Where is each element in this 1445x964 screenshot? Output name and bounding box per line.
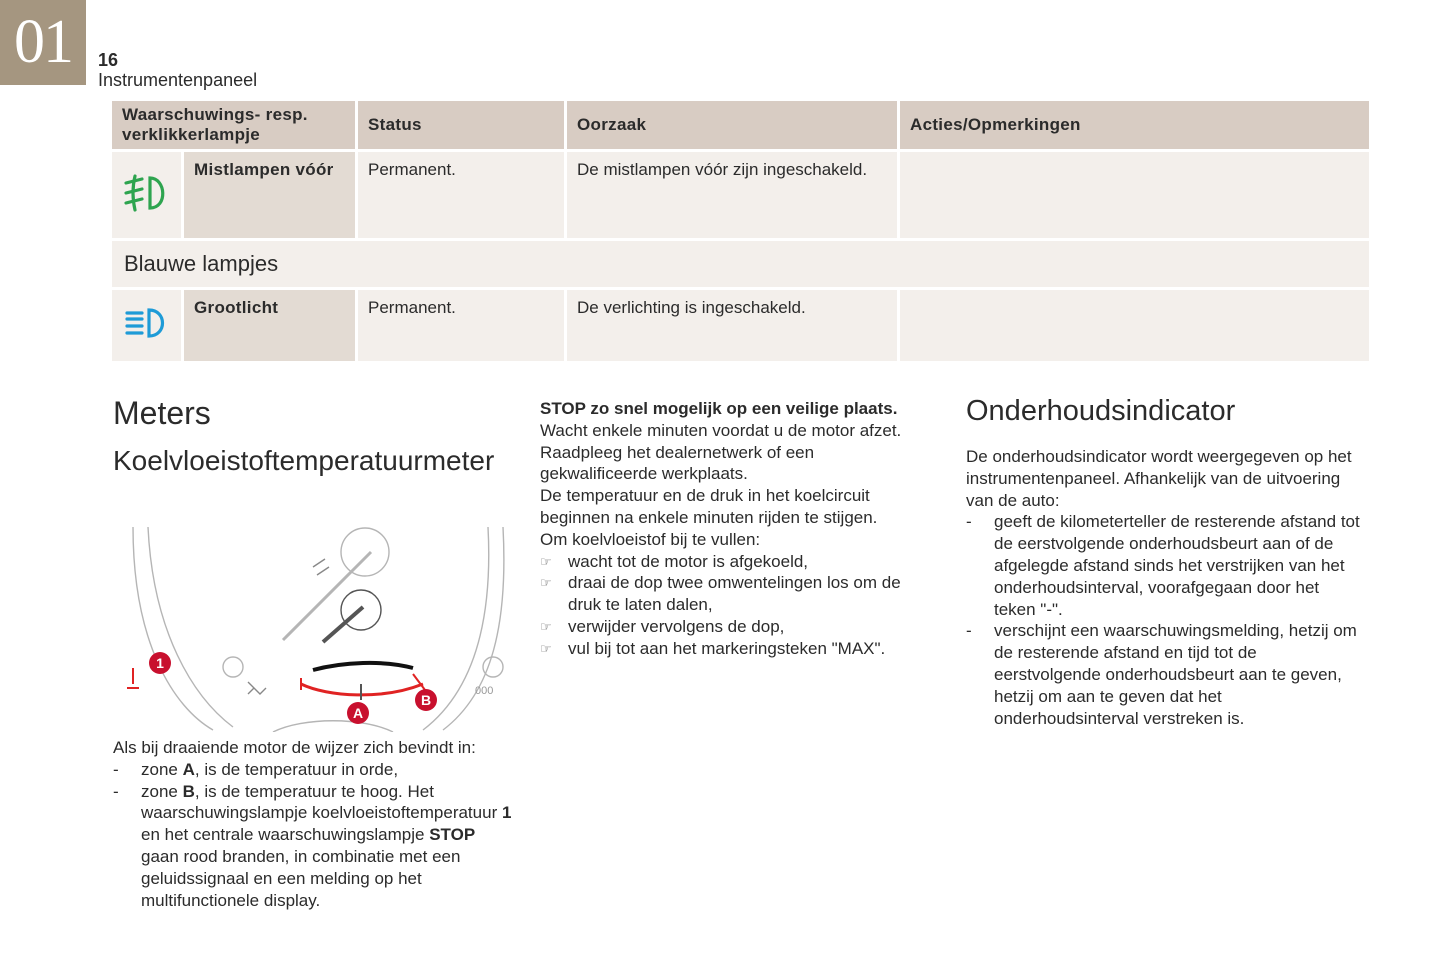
lamp-action <box>900 290 1369 361</box>
meters-subtitle: Koelvloeistoftemperatuurmeter <box>113 445 495 476</box>
pointing-hand-icon: ☞ <box>540 618 552 634</box>
paragraph: Wacht enkele minuten voordat u de motor afzet. <box>540 420 902 440</box>
meters-text <box>113 737 513 911</box>
list-item: ☞ wacht tot de motor is afgekoeld, <box>540 551 809 571</box>
header-actions: Acties/Opmerkingen <box>900 101 1369 149</box>
list-item: - geeft de kilometerteller de resterende afstand tot de eerstvolgende onderhoudsbeurt aan of de afgelegde afstand sinds het verstrijken van het onderhoudsinterval, voorafgegaan door het teken "-". <box>966 512 1360 619</box>
header-lamp: Waarschuwings- resp. verklikkerlampje <box>112 101 355 149</box>
table-header-row <box>112 101 1369 149</box>
steps-list <box>540 551 935 660</box>
lamp-name: Grootlicht <box>184 290 355 361</box>
table-row <box>112 290 1369 361</box>
list-item: - zone A, is de temperatuur in orde, <box>113 759 399 779</box>
lamp-action <box>900 152 1369 238</box>
warning-lamps-table <box>109 98 1372 364</box>
page-number: 16 <box>98 50 119 70</box>
marker-a-label: A <box>352 705 364 721</box>
service-list <box>966 511 1360 729</box>
paragraph: Raadpleeg het dealernetwerk of een gekwalificeerde werkplaats. <box>540 442 815 484</box>
list-item: ☞ draai de dop twee omwentelingen los om de druk te laten dalen, <box>540 573 901 615</box>
lamp-name: Mistlampen vóór <box>184 152 355 238</box>
paragraph: De temperatuur en de druk in het koelcircuit beginnen na enkele minuten rijden te stijgen. <box>540 486 878 527</box>
marker-b-label: B <box>420 692 432 708</box>
header-cause: Oorzaak <box>567 101 897 149</box>
lamp-cause: De mistlampen vóór zijn ingeschakeld. <box>567 152 897 238</box>
odometer-digits: 000 <box>475 685 494 697</box>
coolant-gauge-illustration <box>113 522 506 732</box>
group-row <box>112 241 1369 287</box>
marker-1-label: 1 <box>156 655 164 671</box>
lamp-status: Permanent. <box>358 152 564 238</box>
section-name: Instrumentenpaneel <box>98 70 258 90</box>
lamp-cause: De verlichting is ingeschakeld. <box>567 290 897 361</box>
stop-text <box>540 398 935 660</box>
paragraph: Om koelvloeistof bij te vullen: <box>540 529 761 549</box>
list-item: - zone B, is de temperatuur te hoog. Het waarschuwingslampje koelvloeistoftemperatuur 1 en het centrale waarschuwingslampje STOP gaan rood branden, in combinatie met een geluidssignaal en een melding op het multifunctionele display. <box>113 781 512 910</box>
lamp-status: Permanent. <box>358 290 564 361</box>
lamp-icon-cell <box>112 290 181 361</box>
meters-list <box>113 759 513 912</box>
stop-warning: STOP zo snel mogelijk op een veilige plaats. <box>540 399 898 418</box>
service-title: Onderhoudsindicator <box>966 395 1236 427</box>
list-item: - verschijnt een waarschuwingsmelding, hetzij om de resterende afstand en tijd tot de eerstvolgende onderhoudsbeurt aan te geven, hetzij om aan te geven dat het onderhoudsinterval verstreken is. <box>966 621 1357 728</box>
lamp-icon-cell <box>112 152 181 238</box>
table-row <box>112 152 1369 238</box>
chapter-tab: 01 <box>0 0 86 85</box>
meters-title: Meters <box>113 395 211 431</box>
pointing-hand-icon: ☞ <box>540 575 552 591</box>
service-intro: De onderhoudsindicator wordt weergegeven op het instrumentenpaneel. Afhankelijk van de uitvoering van de auto: <box>966 447 1352 510</box>
header-status: Status <box>358 101 564 149</box>
list-item: ☞ vul bij tot aan het markeringsteken "MAX". <box>540 638 886 658</box>
pointing-hand-icon: ☞ <box>540 553 552 569</box>
main-beam-icon <box>122 306 172 340</box>
front-fog-lamp-icon <box>122 173 172 213</box>
group-title: Blauwe lampjes <box>112 241 1369 287</box>
list-item: ☞ verwijder vervolgens de dop, <box>540 616 785 636</box>
service-text <box>966 446 1360 729</box>
meters-intro: Als bij draaiende motor de wijzer zich bevindt in: <box>113 738 476 757</box>
pointing-hand-icon: ☞ <box>540 640 552 656</box>
